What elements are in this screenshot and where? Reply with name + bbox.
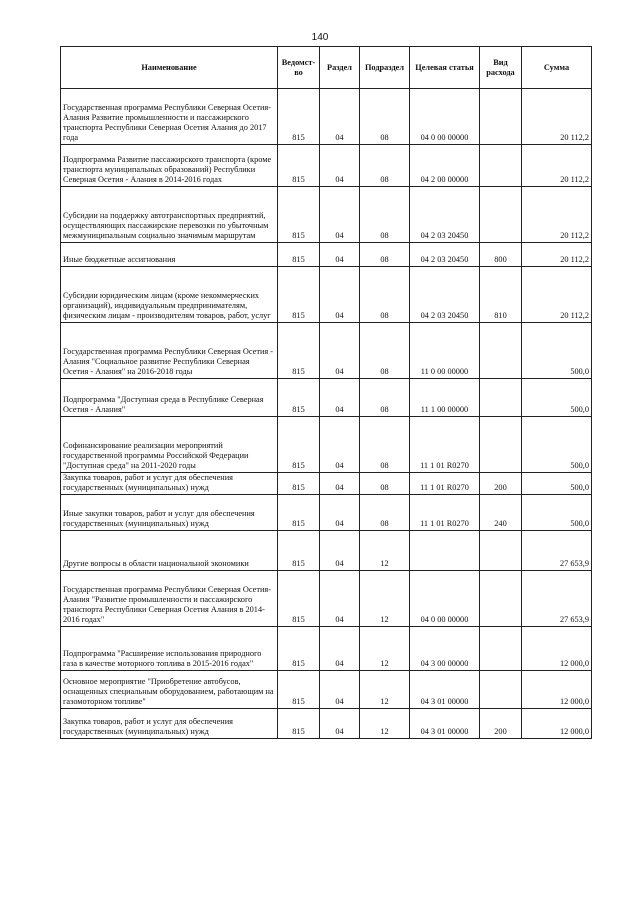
cell-type: 200 xyxy=(480,473,522,495)
cell-section: 04 xyxy=(320,531,360,571)
cell-section: 04 xyxy=(320,417,360,473)
cell-type xyxy=(480,417,522,473)
table-row xyxy=(61,531,592,571)
cell-type: 200 xyxy=(480,709,522,739)
cell-name: Субсидии на поддержку автотранспортных предприятий, осуществляющих пассажирские перевозки по убыточным межмуниципальным социально значимым маршрутам xyxy=(61,187,278,243)
cell-dept: 815 xyxy=(278,417,320,473)
cell-name: Государственная программа Республики Северная Осетия - Алания "Социальное развитие Республики Северная Осетия - Алания" на 2016-2018 годы xyxy=(61,323,278,379)
table-row xyxy=(61,243,592,267)
cell-amount: 12 000,0 xyxy=(522,671,592,709)
table-row xyxy=(61,323,592,379)
cell-dept: 815 xyxy=(278,243,320,267)
cell-target: 04 3 00 00000 xyxy=(410,627,480,671)
cell-subsection: 08 xyxy=(360,473,410,495)
cell-amount: 27 653,9 xyxy=(522,531,592,571)
cell-section: 04 xyxy=(320,571,360,627)
cell-section: 04 xyxy=(320,379,360,417)
cell-dept: 815 xyxy=(278,145,320,187)
cell-amount: 20 112,2 xyxy=(522,243,592,267)
header-dept: Ведомст-во xyxy=(278,47,320,89)
table-row xyxy=(61,627,592,671)
cell-subsection: 12 xyxy=(360,671,410,709)
cell-name: Подпрограмма "Доступная среда в Республике Северная Осетия - Алания" xyxy=(61,379,278,417)
cell-section: 04 xyxy=(320,473,360,495)
header-target: Целевая статья xyxy=(410,47,480,89)
cell-name: Закупка товаров, работ и услуг для обеспечения государственных (муниципальных) нужд xyxy=(61,709,278,739)
table-row xyxy=(61,495,592,531)
cell-section: 04 xyxy=(320,267,360,323)
cell-amount: 20 112,2 xyxy=(522,89,592,145)
header-subsection: Подраздел xyxy=(360,47,410,89)
table-row xyxy=(61,671,592,709)
cell-type xyxy=(480,671,522,709)
cell-target: 04 2 00 00000 xyxy=(410,145,480,187)
cell-section: 04 xyxy=(320,671,360,709)
cell-subsection: 12 xyxy=(360,531,410,571)
cell-section: 04 xyxy=(320,323,360,379)
cell-target: 04 2 03 20450 xyxy=(410,267,480,323)
cell-name: Государственная программа Республики Северная Осетия-Алания "Развитие промышленности и пассажирского транспорта Республики Северная Осетия Алания в 2014-2016 годах" xyxy=(61,571,278,627)
cell-amount: 27 653,9 xyxy=(522,571,592,627)
table-row xyxy=(61,379,592,417)
cell-name: Подпрограмма Развитие пассажирского транспорта (кроме транспорта муниципальных образований) Республики Северная Осетия - Алания в 2014-2016 годах xyxy=(61,145,278,187)
cell-subsection: 12 xyxy=(360,571,410,627)
cell-name: Закупка товаров, работ и услуг для обеспечения государственных (муниципальных) нужд xyxy=(61,473,278,495)
table-row xyxy=(61,709,592,739)
cell-target: 11 1 00 00000 xyxy=(410,379,480,417)
cell-subsection: 12 xyxy=(360,627,410,671)
table-row xyxy=(61,417,592,473)
cell-section: 04 xyxy=(320,89,360,145)
cell-subsection: 08 xyxy=(360,495,410,531)
cell-dept: 815 xyxy=(278,473,320,495)
cell-section: 04 xyxy=(320,495,360,531)
page-number: 140 xyxy=(311,32,329,43)
cell-target: 04 3 01 00000 xyxy=(410,709,480,739)
cell-dept: 815 xyxy=(278,571,320,627)
cell-type xyxy=(480,323,522,379)
cell-name: Иные закупки товаров, работ и услуг для обеспечения государственных (муниципальных) нужд xyxy=(61,495,278,531)
table-row xyxy=(61,187,592,243)
cell-type xyxy=(480,627,522,671)
cell-type: 810 xyxy=(480,267,522,323)
cell-subsection: 08 xyxy=(360,267,410,323)
cell-type xyxy=(480,531,522,571)
cell-amount: 12 000,0 xyxy=(522,709,592,739)
cell-target: 04 0 00 00000 xyxy=(410,89,480,145)
cell-name: Софинансирование реализации мероприятий государственной программы Российской Федерации "Доступная среда" на 2011-2020 годы xyxy=(61,417,278,473)
cell-dept: 815 xyxy=(278,531,320,571)
cell-dept: 815 xyxy=(278,671,320,709)
table-row xyxy=(61,571,592,627)
cell-subsection: 08 xyxy=(360,89,410,145)
cell-amount: 20 112,2 xyxy=(522,267,592,323)
cell-target: 04 2 03 20450 xyxy=(410,243,480,267)
cell-amount: 12 000,0 xyxy=(522,627,592,671)
cell-type: 800 xyxy=(480,243,522,267)
cell-section: 04 xyxy=(320,627,360,671)
table-row xyxy=(61,89,592,145)
cell-dept: 815 xyxy=(278,709,320,739)
cell-subsection: 08 xyxy=(360,187,410,243)
header-name: Наименование xyxy=(61,47,278,89)
cell-name: Подпрограмма "Расширение использования природного газа в качестве моторного топлива в 2015-2016 годах" xyxy=(61,627,278,671)
cell-section: 04 xyxy=(320,243,360,267)
cell-amount: 500,0 xyxy=(522,417,592,473)
budget-table xyxy=(60,46,592,739)
cell-type xyxy=(480,571,522,627)
cell-type xyxy=(480,145,522,187)
cell-dept: 815 xyxy=(278,267,320,323)
cell-target: 11 1 01 R0270 xyxy=(410,495,480,531)
header-row xyxy=(61,47,592,89)
cell-name: Иные бюджетные ассигнования xyxy=(61,243,278,267)
cell-subsection: 08 xyxy=(360,145,410,187)
cell-name: Основное мероприятие "Приобретение автобусов, оснащенных специальным оборудованием, работающим на газомоторном топливе" xyxy=(61,671,278,709)
cell-type xyxy=(480,89,522,145)
table-row xyxy=(61,473,592,495)
cell-amount: 500,0 xyxy=(522,473,592,495)
table-row xyxy=(61,145,592,187)
header-section: Раздел xyxy=(320,47,360,89)
cell-type xyxy=(480,379,522,417)
cell-amount: 20 112,2 xyxy=(522,187,592,243)
cell-name: Государственная программа Республики Северная Осетия-Алания Развитие промышленности и пассажирского транспорта Республики Северная Осетия Алания до 2017 года xyxy=(61,89,278,145)
cell-subsection: 08 xyxy=(360,243,410,267)
header-amount: Сумма xyxy=(522,47,592,89)
cell-section: 04 xyxy=(320,145,360,187)
cell-target: 04 0 00 00000 xyxy=(410,571,480,627)
cell-dept: 815 xyxy=(278,495,320,531)
header-type: Вид расхода xyxy=(480,47,522,89)
cell-target xyxy=(410,531,480,571)
cell-amount: 500,0 xyxy=(522,495,592,531)
table-row xyxy=(61,267,592,323)
cell-target: 04 2 03 20450 xyxy=(410,187,480,243)
cell-name: Другие вопросы в области национальной экономики xyxy=(61,531,278,571)
cell-target: 11 1 01 R0270 xyxy=(410,417,480,473)
cell-target: 11 1 01 R0270 xyxy=(410,473,480,495)
cell-amount: 20 112,2 xyxy=(522,145,592,187)
cell-name: Субсидии юридическим лицам (кроме некоммерческих организаций), индивидуальным предпринимателям, физическим лицам - производителям товаров, работ, услуг xyxy=(61,267,278,323)
cell-subsection: 12 xyxy=(360,709,410,739)
cell-dept: 815 xyxy=(278,379,320,417)
cell-subsection: 08 xyxy=(360,417,410,473)
cell-section: 04 xyxy=(320,187,360,243)
cell-dept: 815 xyxy=(278,323,320,379)
cell-type xyxy=(480,187,522,243)
cell-dept: 815 xyxy=(278,89,320,145)
cell-dept: 815 xyxy=(278,627,320,671)
cell-subsection: 08 xyxy=(360,323,410,379)
cell-target: 04 3 01 00000 xyxy=(410,671,480,709)
cell-dept: 815 xyxy=(278,187,320,243)
cell-subsection: 08 xyxy=(360,379,410,417)
cell-type: 240 xyxy=(480,495,522,531)
cell-amount: 500,0 xyxy=(522,379,592,417)
cell-section: 04 xyxy=(320,709,360,739)
cell-amount: 500,0 xyxy=(522,323,592,379)
cell-target: 11 0 00 00000 xyxy=(410,323,480,379)
